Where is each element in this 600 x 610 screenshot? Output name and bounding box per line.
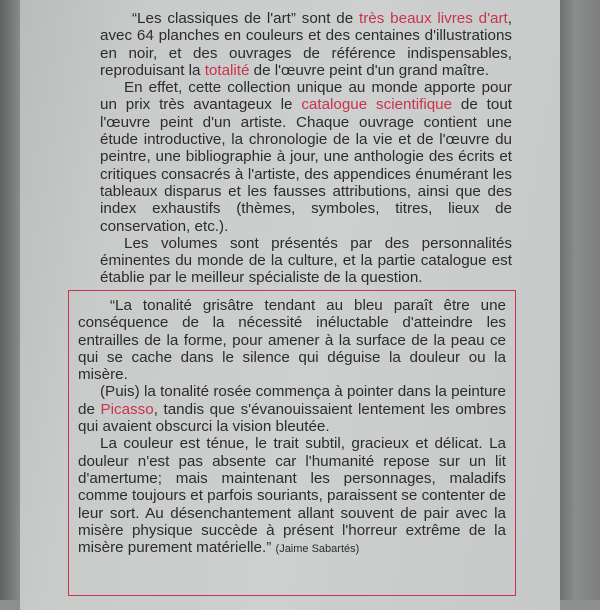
quote-paragraph-1: “La tonalité grisâtre tendant au bleu paraît être une conséquence de la nécessité inéluctable d'atteindre les entrailles de la forme, pour amener à la surface de la peau ce qui se cache dans le silence qui déguise la douleur ou la misère. xyxy=(78,297,506,384)
quote-p2-text-a: (Puis) la tonalité rosée commença à pointer dans la peinture de xyxy=(78,383,506,418)
intro-p1-text-e: de l'œuvre peint d'un grand maître. xyxy=(249,61,490,79)
intro-p2-text-c: de tout l'œuvre peint d'un artiste. Chaque ouvrage contient une étude introductive, la chronologie de la vie et de l'œuvre du peintre, une bibliographie à jour, une anthologie des écrits et critiques consacrés à l'artiste, des appendices énumérant les tableaux disparus et les fausses attributions, ainsi que des index exhaustifs (thèmes, symboles, titres, lieux de conservation, etc.). xyxy=(100,96,512,235)
intro-paragraph-1 xyxy=(100,10,512,79)
quote-paragraph-3 xyxy=(78,435,506,558)
intro-p2-text-a: En effet, cette collection unique au monde apporte pour un prix très avantageux le xyxy=(100,79,512,114)
intro-paragraph-2 xyxy=(100,79,512,235)
intro-p1-text-a: “Les classiques de l'art” sont de xyxy=(132,10,360,27)
quote-text xyxy=(78,297,506,558)
highlight-tres-beaux-livres: très beaux livres d'art xyxy=(359,10,508,27)
highlight-picasso: Picasso xyxy=(100,400,154,418)
highlight-catalogue-scientifique: catalogue scientifique xyxy=(301,96,453,114)
quote-p2-text-c: , tandis que s'évanouissaient lentement les ombres qui avaient obscurci la vision bleutée. xyxy=(78,400,506,436)
intro-paragraph-3: Les volumes sont présentés par des personnalités éminentes du monde de la culture, et la partie catalogue est établie par le meilleur spécialiste de la question. xyxy=(100,234,512,287)
quote-author: (Jaime Sabartés) xyxy=(275,543,360,556)
quote-p3-text: La couleur est ténue, le trait subtil, gracieux et délicat. La douleur n'est pas absente car l'humanité repose sur un lit d'amertume; mais maintenant les personnages, maladifs comme toujours et parfois souriants, paraissent se contenter de leur sort. Au désenchantement allant souvent de pair avec la misère physique succède à présent l'horreur extrême de la misère purement matérielle.” xyxy=(78,435,507,557)
intro-text xyxy=(100,10,512,287)
book-edge-left xyxy=(0,0,20,600)
book-edge-right xyxy=(560,0,600,600)
intro-p1-text-c: , avec 64 planches en couleurs et des centaines d'illustrations en noir, et des ouvrages de référence indispensables, reproduisant la xyxy=(100,10,512,79)
highlight-totalite: totalité xyxy=(204,61,250,79)
quote-paragraph-2 xyxy=(78,383,506,435)
